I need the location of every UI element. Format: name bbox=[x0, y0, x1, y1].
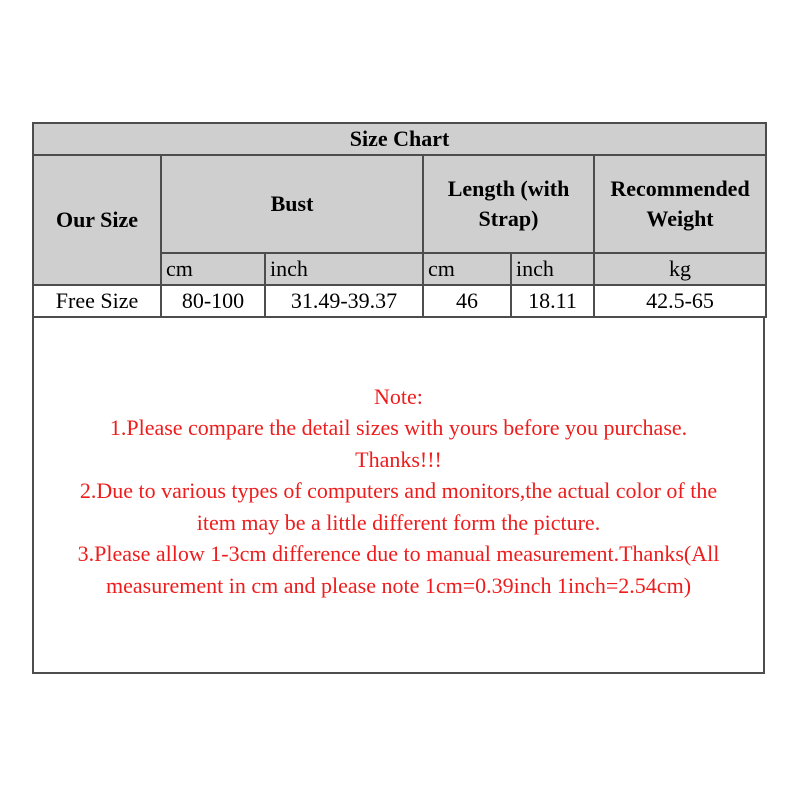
note-heading: Note: bbox=[374, 383, 423, 409]
note-line: item may be a little different form the picture. bbox=[196, 509, 601, 535]
size-chart-table bbox=[32, 122, 767, 318]
weight-cell: 42.5-65 bbox=[594, 285, 766, 317]
weight-header-line1: Recommended bbox=[610, 176, 750, 201]
weight-kg-unit: kg bbox=[594, 253, 766, 285]
note-line: Thanks!!! bbox=[355, 446, 442, 472]
length-inch-unit: inch bbox=[511, 253, 594, 285]
length-inch-cell: 18.11 bbox=[511, 285, 594, 317]
bust-cm-cell: 80-100 bbox=[161, 285, 265, 317]
table-row bbox=[33, 285, 766, 317]
our-size-header: Our Size bbox=[33, 155, 161, 285]
note-box bbox=[32, 318, 765, 674]
length-header-line2: Strap) bbox=[478, 206, 539, 231]
length-cm-unit: cm bbox=[423, 253, 511, 285]
note-line: 2.Due to various types of computers and monitors,the actual color of the bbox=[79, 478, 718, 504]
length-header-line1: Length (with bbox=[447, 176, 570, 201]
note-line: 1.Please compare the detail sizes with yours before you purchase. bbox=[109, 415, 688, 441]
size-chart-title: Size Chart bbox=[33, 123, 766, 155]
bust-header: Bust bbox=[161, 155, 423, 253]
size-cell: Free Size bbox=[33, 285, 161, 317]
note-line: 3.Please allow 1-3cm difference due to manual measurement.Thanks(All bbox=[77, 541, 720, 567]
bust-cm-unit: cm bbox=[161, 253, 265, 285]
length-cm-cell: 46 bbox=[423, 285, 511, 317]
weight-header bbox=[594, 155, 766, 253]
length-header bbox=[423, 155, 594, 253]
note-line: measurement in cm and please note 1cm=0.39inch 1inch=2.54cm) bbox=[105, 572, 692, 598]
bust-inch-cell: 31.49-39.37 bbox=[265, 285, 423, 317]
note-text bbox=[35, 381, 763, 602]
bust-inch-unit: inch bbox=[265, 253, 423, 285]
weight-header-line2: Weight bbox=[646, 206, 714, 231]
